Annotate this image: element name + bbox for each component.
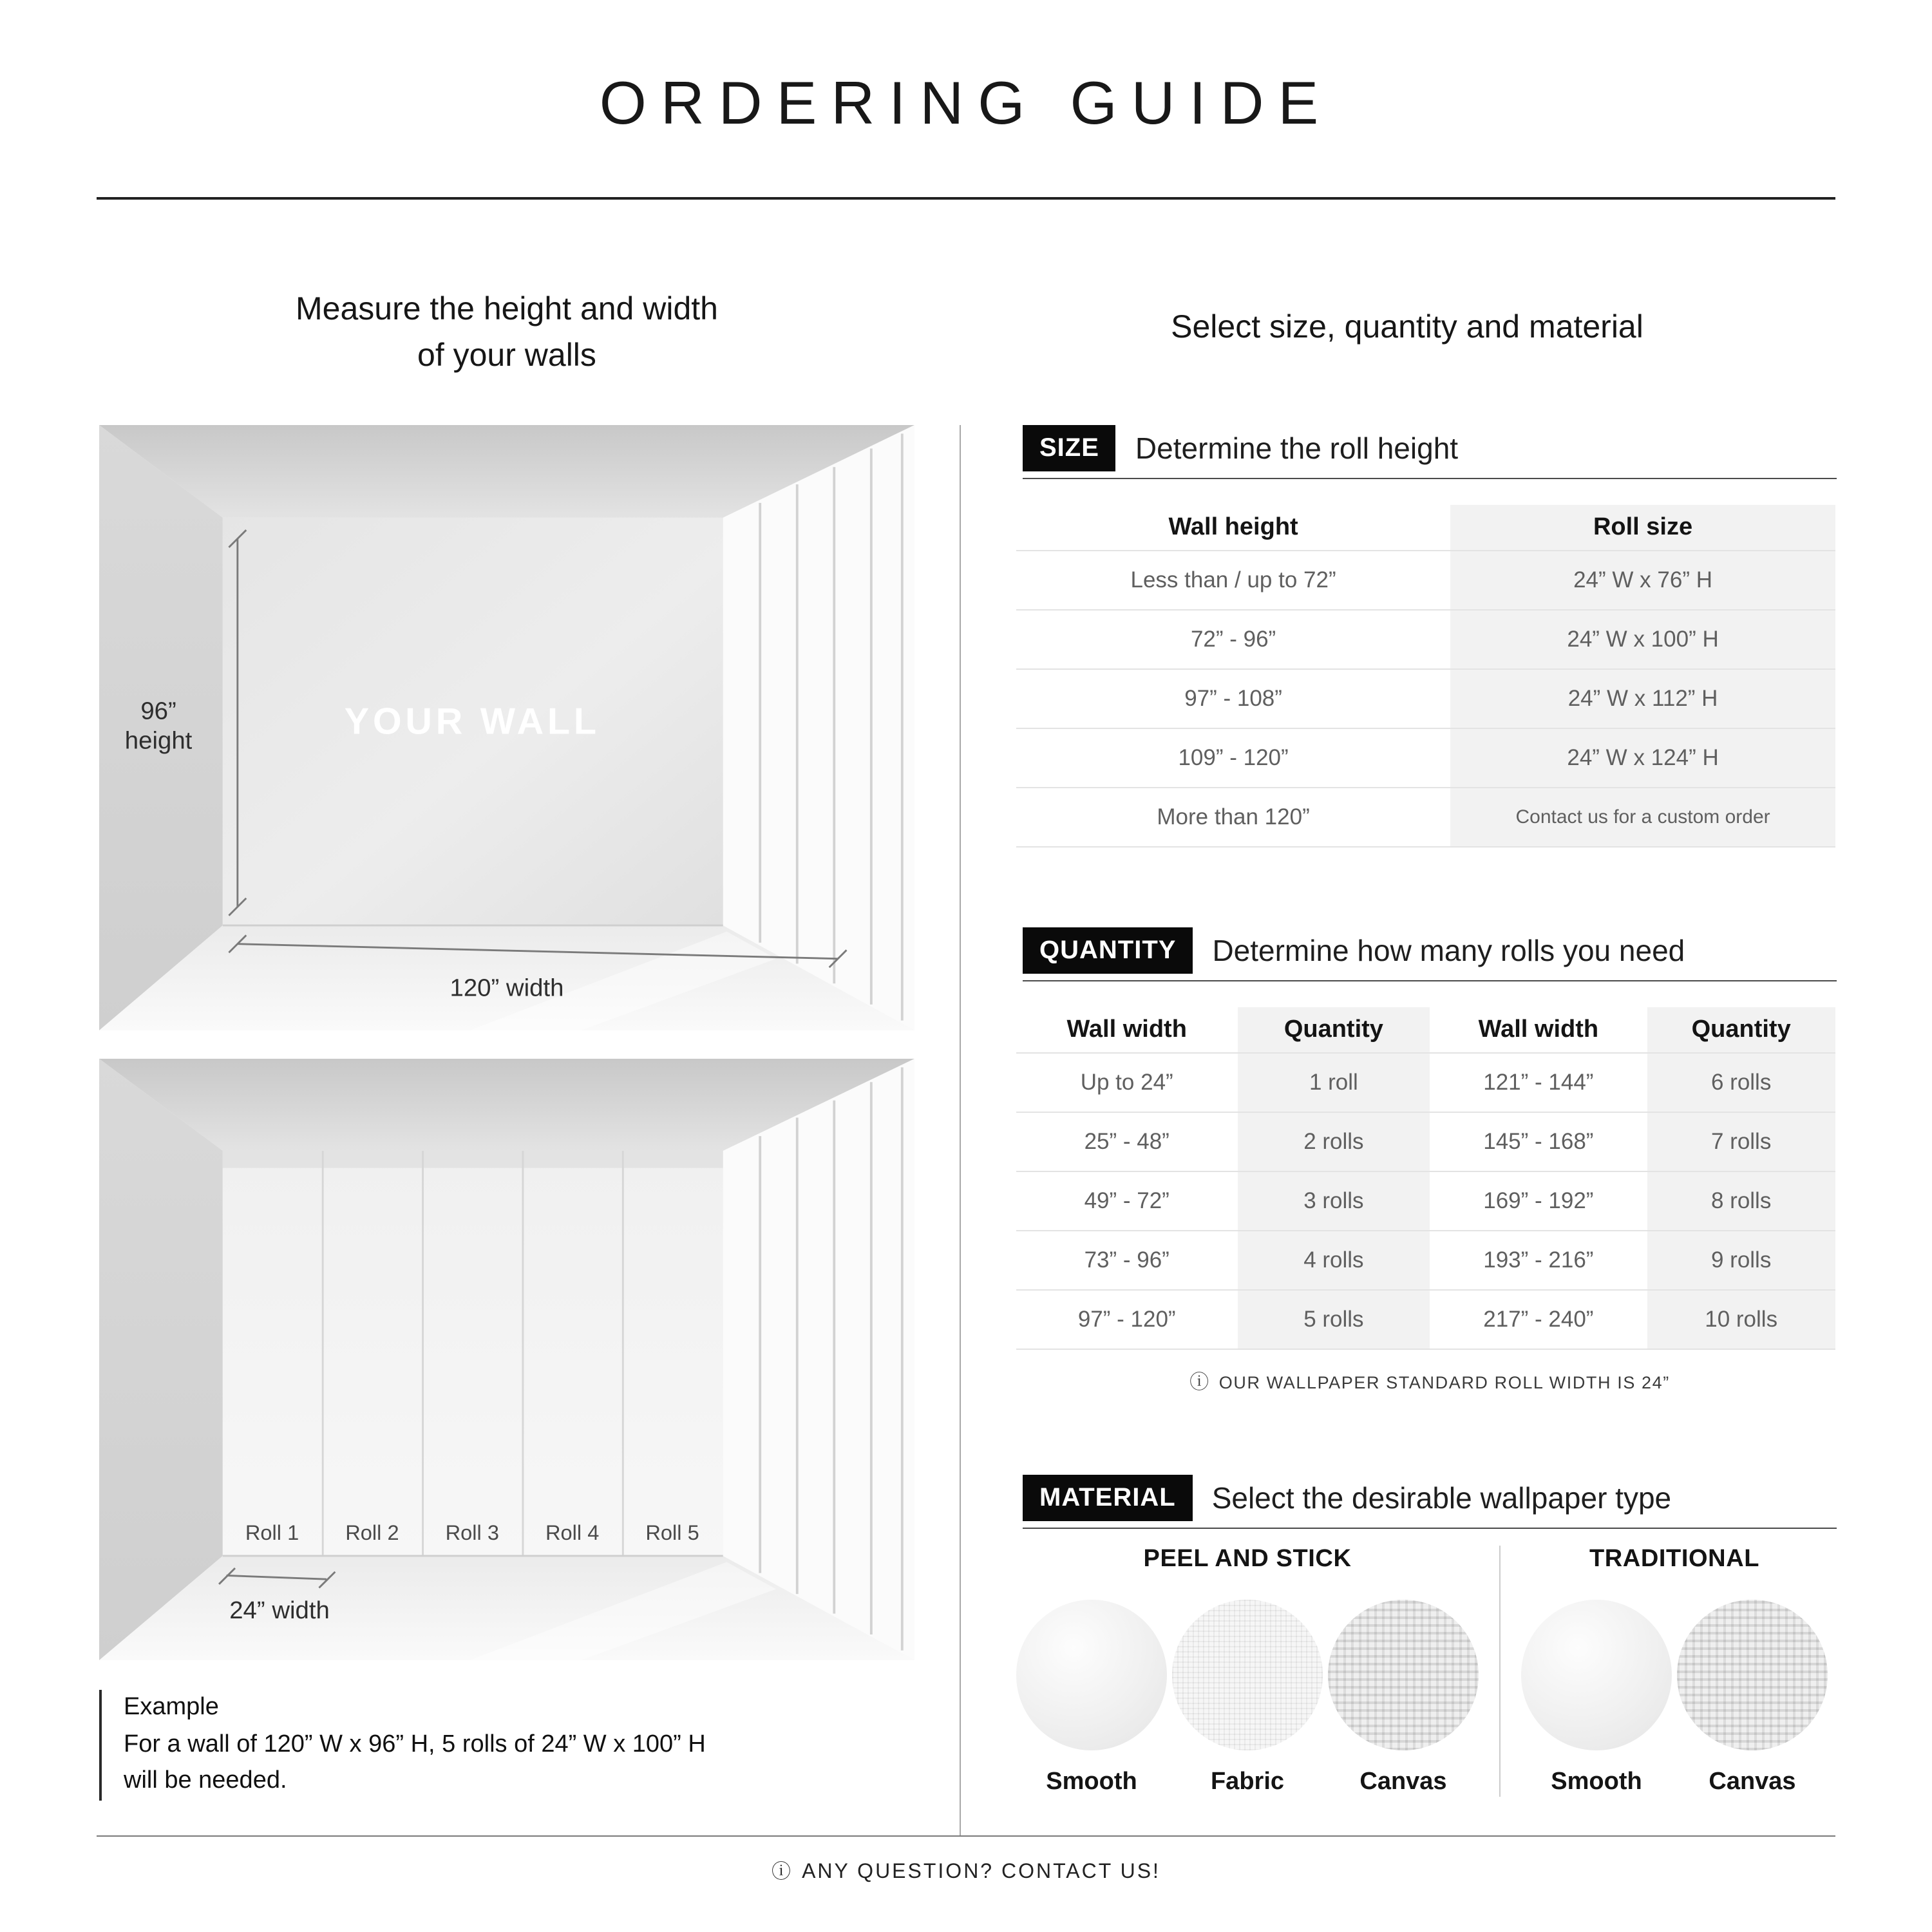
qty-qty-cell: 10 rolls <box>1647 1291 1835 1349</box>
window-wall <box>723 1059 914 1660</box>
roll-width-note-text: OUR WALLPAPER STANDARD ROLL WIDTH IS 24” <box>1218 1373 1670 1392</box>
size-col-roll-size: Roll size <box>1450 505 1835 550</box>
swatch-label-row <box>1521 1768 1828 1797</box>
size-roll-cell: Contact us for a custom order <box>1450 788 1835 846</box>
qty-wall-cell: 169” - 192” <box>1483 1188 1594 1213</box>
room-illustration-rolls <box>99 1059 914 1660</box>
size-wall-cell: 97” - 108” <box>1184 685 1282 711</box>
swatch-canvas-circle <box>1677 1600 1828 1750</box>
left-heading-line1: Measure the height and width <box>296 291 718 327</box>
swatch-label: Smooth <box>1046 1768 1137 1795</box>
swatch-label-row <box>1016 1768 1479 1797</box>
qty-wall-cell: 193” - 216” <box>1483 1247 1594 1273</box>
size-wall-cell: Less than / up to 72” <box>1130 567 1336 592</box>
size-table-header-row <box>1016 505 1835 551</box>
roll-panel-label: Roll 2 <box>345 1521 399 1545</box>
size-wall-cell: 72” - 96” <box>1190 626 1276 652</box>
quantity-table-row <box>1016 1231 1835 1291</box>
swatch-label: Smooth <box>1551 1768 1642 1795</box>
qty-qty-cell: 4 rolls <box>1237 1231 1430 1289</box>
qty-qty-cell: 7 rolls <box>1647 1113 1835 1171</box>
info-icon: ⓘ <box>772 1861 793 1883</box>
size-wall-cell: 109” - 120” <box>1178 744 1289 770</box>
roll-panel-label: Roll 1 <box>245 1521 299 1545</box>
size-roll-cell: 24” W x 76” H <box>1450 551 1835 609</box>
qty-wall-cell: 121” - 144” <box>1483 1069 1594 1095</box>
qty-qty-cell: 1 roll <box>1237 1054 1430 1112</box>
swatch-label: Canvas <box>1709 1768 1796 1795</box>
your-wall-label: YOUR WALL <box>344 701 600 743</box>
material-group-name: TRADITIONAL <box>1589 1546 1760 1573</box>
qty-qty-cell: 8 rolls <box>1647 1172 1835 1230</box>
swatch-label: Canvas <box>1359 1768 1447 1795</box>
material-divider <box>1499 1546 1501 1797</box>
size-section-rule <box>1023 478 1837 479</box>
window-wall <box>723 425 914 1030</box>
left-column-heading <box>99 286 914 379</box>
example-line2: will be needed. <box>124 1767 287 1794</box>
footer-note-text: ANY QUESTION? CONTACT US! <box>802 1861 1160 1883</box>
roll-width-dimension-label: 24” width <box>229 1596 330 1625</box>
title-rule <box>97 197 1835 200</box>
roll-panels-wall <box>223 1151 723 1556</box>
material-subtitle: Select the desirable wallpaper type <box>1211 1481 1672 1514</box>
swatch-smooth-circle <box>1016 1600 1167 1750</box>
room-1-svg <box>99 425 914 1030</box>
material-group-name: PEEL AND STICK <box>1143 1546 1352 1573</box>
size-subtitle: Determine the roll height <box>1135 431 1459 464</box>
example-title: Example <box>124 1694 219 1721</box>
right-column-heading: Select size, quantity and material <box>1171 309 1643 345</box>
material-section-rule <box>1023 1528 1837 1529</box>
footer-rule <box>97 1835 1835 1837</box>
width-dimension-label: 120” width <box>450 974 564 1002</box>
material-groups <box>1016 1546 1835 1797</box>
size-badge: SIZE <box>1023 425 1116 471</box>
swatch-fabric-circle <box>1172 1600 1323 1750</box>
page-title: ORDERING GUIDE <box>599 68 1333 137</box>
roll-width-note <box>1023 1368 1837 1395</box>
size-table-row <box>1016 670 1835 729</box>
qty-wall-cell: 145” - 168” <box>1483 1128 1594 1154</box>
quantity-table-row <box>1016 1113 1835 1172</box>
size-roll-cell: 24” W x 112” H <box>1450 670 1835 728</box>
column-divider <box>960 425 961 1835</box>
height-dimension-value: 96” <box>140 697 176 725</box>
qty-col-wall-width-2: Wall width <box>1478 1016 1599 1043</box>
swatch-smooth-circle <box>1521 1600 1672 1750</box>
material-badge: MATERIAL <box>1023 1475 1193 1521</box>
roll-panel-label: Roll 4 <box>545 1521 600 1545</box>
quantity-table-row <box>1016 1054 1835 1113</box>
size-wall-cell: More than 120” <box>1157 804 1310 829</box>
quantity-badge: QUANTITY <box>1023 927 1193 974</box>
example-line1: For a wall of 120” W x 96” H, 5 rolls of 24” W x 100” H <box>124 1730 706 1757</box>
left-heading-line2: of your walls <box>417 337 596 374</box>
size-roll-cell: 24” W x 100” H <box>1450 611 1835 668</box>
size-table-row <box>1016 551 1835 611</box>
qty-wall-cell: 97” - 120” <box>1077 1306 1176 1332</box>
left-wall <box>99 1059 223 1660</box>
quantity-table-header-row <box>1016 1007 1835 1054</box>
swatch-label: Fabric <box>1210 1768 1285 1795</box>
qty-wall-cell: Up to 24” <box>1080 1069 1173 1095</box>
swatch-row <box>1016 1600 1479 1750</box>
size-table-row <box>1016 611 1835 670</box>
room-illustration-your-wall <box>99 425 914 1030</box>
quantity-section-rule <box>1023 980 1837 981</box>
roll-panel-label: Roll 5 <box>645 1521 699 1545</box>
qty-qty-cell: 2 rolls <box>1237 1113 1430 1171</box>
height-dimension-word: height <box>124 726 193 755</box>
footer-note <box>0 1857 1932 1884</box>
size-col-wall-height: Wall height <box>1168 513 1298 540</box>
quantity-section-header <box>1023 927 1837 974</box>
qty-qty-cell: 9 rolls <box>1647 1231 1835 1289</box>
material-group-traditional <box>1521 1546 1828 1797</box>
swatch-canvas-circle <box>1328 1600 1479 1750</box>
material-group-peel-and-stick <box>1016 1546 1479 1797</box>
roll-panel-label: Roll 3 <box>445 1521 499 1545</box>
size-roll-cell: 24” W x 124” H <box>1450 729 1835 787</box>
qty-wall-cell: 73” - 96” <box>1084 1247 1170 1273</box>
size-table <box>1016 505 1835 848</box>
qty-col-quantity-1: Quantity <box>1237 1007 1430 1052</box>
qty-wall-cell: 217” - 240” <box>1483 1306 1594 1332</box>
qty-qty-cell: 5 rolls <box>1237 1291 1430 1349</box>
qty-col-wall-width-1: Wall width <box>1066 1016 1187 1043</box>
room-2-svg <box>99 1059 914 1660</box>
qty-wall-cell: 49” - 72” <box>1084 1188 1170 1213</box>
quantity-subtitle: Determine how many rolls you need <box>1212 933 1685 967</box>
info-icon: ⓘ <box>1189 1372 1210 1394</box>
quantity-table-row <box>1016 1172 1835 1231</box>
size-table-row <box>1016 788 1835 848</box>
example-note <box>99 1690 706 1800</box>
qty-qty-cell: 6 rolls <box>1647 1054 1835 1112</box>
qty-col-quantity-2: Quantity <box>1647 1007 1835 1052</box>
size-table-row <box>1016 729 1835 788</box>
material-section-header <box>1023 1475 1837 1521</box>
qty-qty-cell: 3 rolls <box>1237 1172 1430 1230</box>
quantity-table <box>1016 1007 1835 1350</box>
swatch-row <box>1521 1600 1828 1750</box>
qty-wall-cell: 25” - 48” <box>1084 1128 1170 1154</box>
ceiling-shadow <box>223 1151 723 1168</box>
size-section-header <box>1023 425 1837 471</box>
quantity-table-row <box>1016 1291 1835 1350</box>
